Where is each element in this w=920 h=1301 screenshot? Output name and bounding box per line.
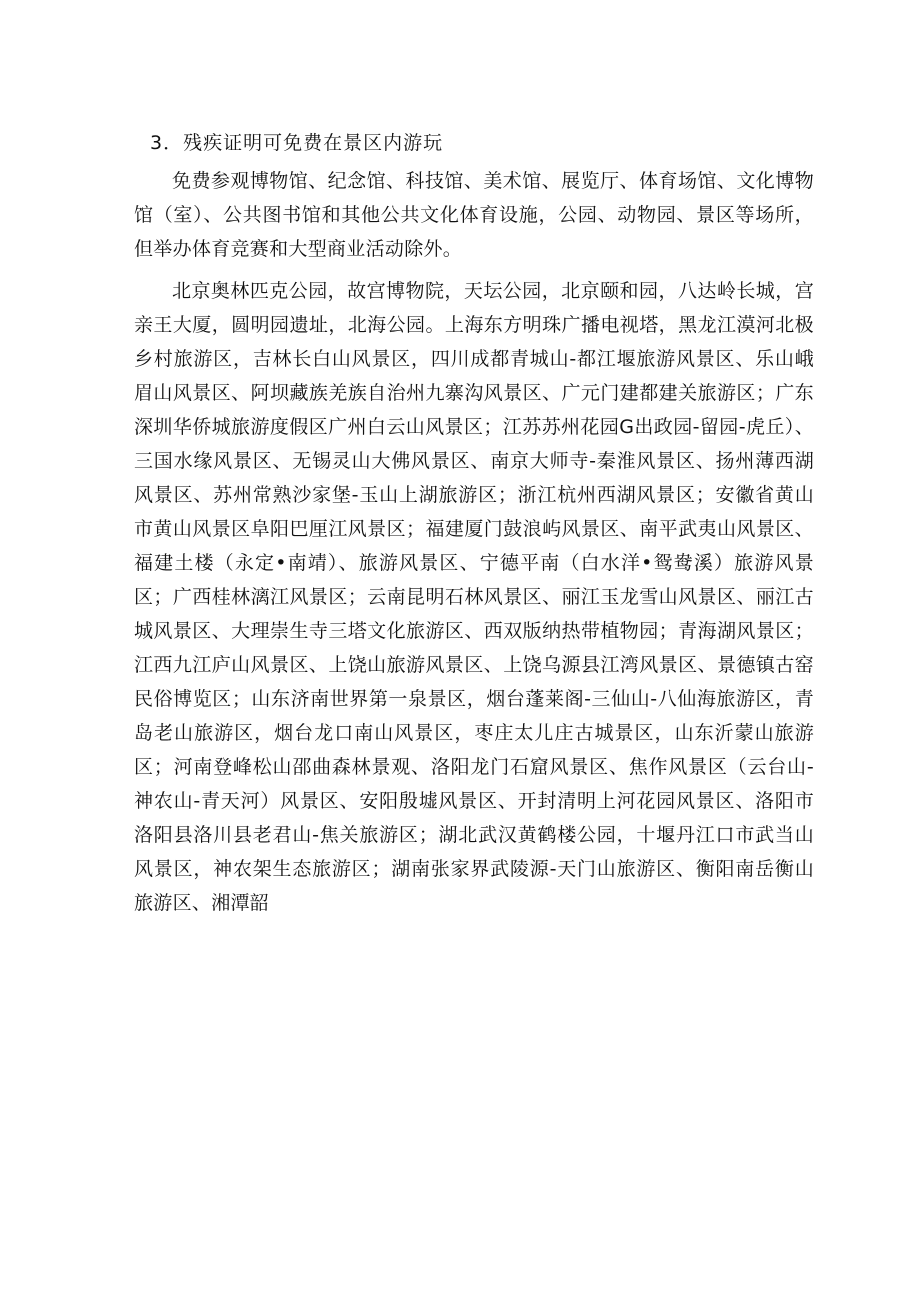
paragraph-scenic-spots: 北京奥林匹克公园，故宫博物院，天坛公园，北京颐和园，八达岭长城，宫亲王大厦，圆明园遗址，北海公园。上海东方明珠广播电视塔，黑龙江漠河北极乡村旅游区，吉林长白山风景区，四川成都青城山-都江堰旅游风景区、乐山峨眉山风景区、阿坝藏族羌族自治州九寨沟风景区、广元门建都建关旅游区；广东深圳华侨城旅游度假区广州白云山风景区；江苏苏州花园G出政园-留园-虎丘）、三国水缘风景区、无锡灵山大佛风景区、南京大师寺-秦淮风景区、扬州薄西湖风景区、苏州常熟沙家堡-玉山上湖旅游区；浙江杭州西湖风景区；安徽省黄山市黄山风景区阜阳巴厘江风景区；福建厦门鼓浪屿风景区、南平武夷山风景区、福建土楼（永定•南靖）、旅游风景区、宁德平南（白水洋•鸳鸯溪）旅游风景区；广西桂林漓江风景区；云南昆明石林风景区、丽江玉龙雪山风景区、丽江古城风景区、大理崇生寺三塔文化旅游区、西双版纳热带植物园；青海湖风景区；江西九江庐山风景区、上饶山旅游风景区、上饶乌源县江湾风景区、景德镇古窑民俗博览区；山东济南世界第一泉景区，烟台蓬莱阁-三仙山-八仙海旅游区，青岛老山旅游区，烟台龙口南山风景区，枣庄太儿庄古城景区，山东沂蒙山旅游区；河南登峰松山邵曲森林景观、洛阳龙门石窟风景区、焦作风景区（云台山-神农山-青天河）风景区、安阳殷墟风景区、开封清明上河花园风景区、洛阳市洛阳县洛川县老君山-焦关旅游区；湖北武汉黄鹤楼公园，十堰丹江口市武当山风景区，神农架生态旅游区；湖南张家界武陵源-天门山旅游区、衡阳南岳衡山旅游区、湘潭韶 [134, 280, 814, 914]
paragraph-free-admission: 免费参观博物馆、纪念馆、科技馆、美术馆、展览厅、体育场馆、文化博物馆（室）、公共图书馆和其他公共文化体育设施，公园、动物园、景区等场所，但举办体育竞赛和大型商业活动除外。 [134, 170, 814, 260]
document-body [134, 126, 814, 920]
section-heading: 3．残疾证明可免费在景区内游玩 [150, 132, 444, 154]
